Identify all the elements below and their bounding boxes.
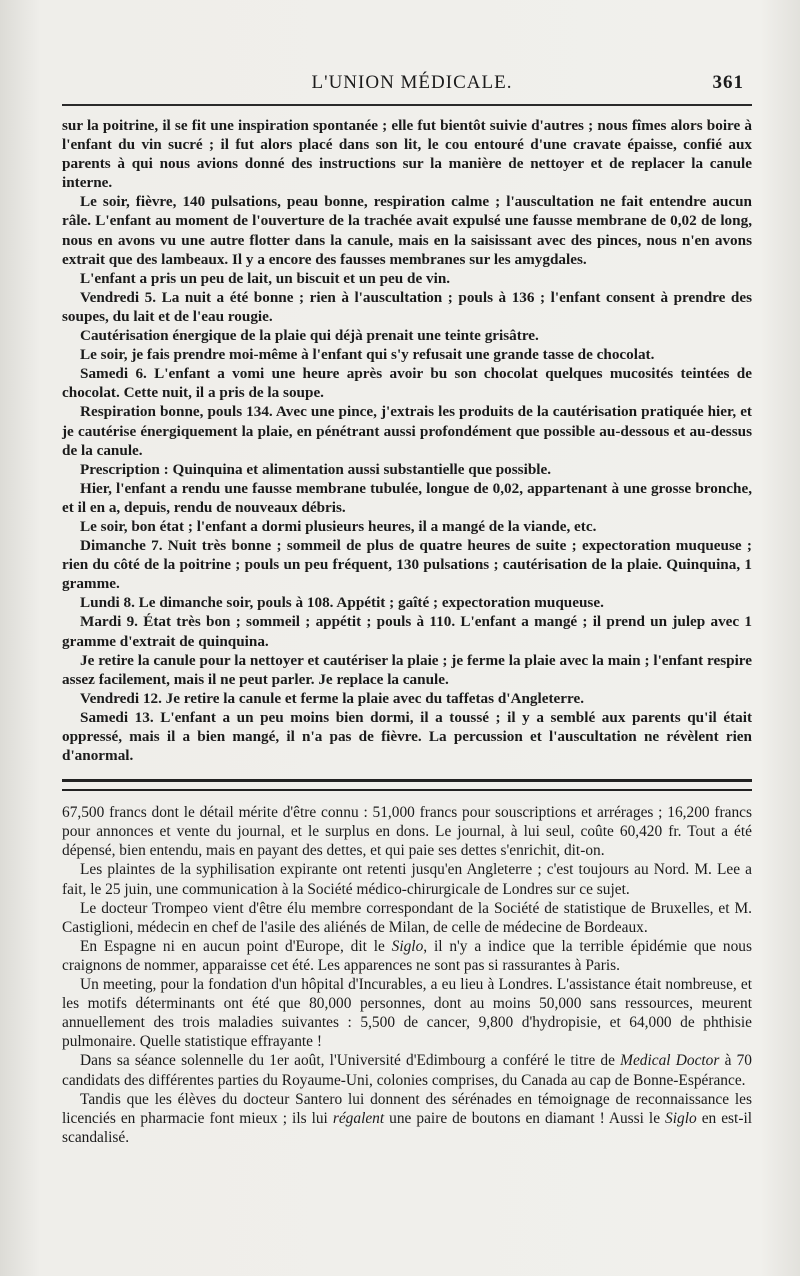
paragraph: Vendredi 5. La nuit a été bonne ; rien à l'auscultation ; pouls à 136 ; l'enfant consent à prendre des soupes, du lait et de l'eau rougie.: [62, 288, 752, 325]
paragraph: Le soir, bon état ; l'enfant a dormi plusieurs heures, il a mangé de la viande, etc.: [80, 517, 597, 535]
paragraph: Je retire la canule pour la nettoyer et cautériser la plaie ; je ferme la plaie avec la main ; l'enfant respire assez facilement, mais il ne peut parler. Je replace la canule.: [62, 651, 752, 688]
paragraph: Mardi 9. État très bon ; sommeil ; appétit ; pouls à 110. L'enfant a mangé ; il prend un julep avec 1 gramme d'extrait de quinquina.: [62, 613, 752, 650]
paragraph: [62, 1051, 752, 1089]
paragraph: L'enfant a pris un peu de lait, un biscuit et un peu de vin.: [80, 269, 451, 287]
paragraph: Vendredi 12. Je retire la canule et ferme la plaie avec du taffetas d'Angleterre.: [80, 689, 585, 707]
paragraph: sur la poitrine, il se fit une inspiration spontanée ; elle fut bientôt suivie d'autres ; nous fîmes alors boire à l'enfant du vin sucré ; il fut alors placé dans son lit, le cou entouré d'une cravate épaisse, confié aux parents à qui nous avions donné des instructions sur la manière de nettoyer et de replacer la canule interne.: [62, 117, 752, 192]
paragraph: Lundi 8. Le dimanche soir, pouls à 108. Appétit ; gaîté ; expectoration muqueuse.: [80, 594, 604, 612]
paragraph: Le soir, fièvre, 140 pulsations, peau bonne, respiration calme ; l'auscultation ne fait entendre aucun râle. L'enfant au moment de l'ouverture de la trachée avait expulsé une fausse membrane de 0,02 de long, nous en avons vu une autre flotter dans la canule, mais en la saisissant avec des pinces, nous n'en avons extrait que des lambeaux. Il y a encore des fausses membranes sur les amygdales.: [62, 193, 752, 268]
paragraph: Dimanche 7. Nuit très bonne ; sommeil de plus de quatre heures de suite ; expectoration muqueuse ; rien du côté de la poitrine ; pouls un peu fréquent, 130 pulsations ; cautérisation de la plaie. Quinquina, 1 gramme.: [62, 537, 752, 593]
news-section: [62, 803, 752, 1147]
paragraph-text: En Espagne ni en aucun point d'Europe, dit le: [80, 937, 392, 955]
paragraph: Samedi 6. L'enfant a vomi une heure après avoir bu son chocolat quelques mucosités teintées de chocolat. Cette nuit, il a pris de la soupe.: [62, 365, 752, 402]
paragraph-text: Dans sa séance solennelle du 1er août, l'Université d'Edimbourg a conféré le titre de: [80, 1052, 621, 1070]
paragraph-text: à 70 candidats des différentes parties du Royaume-Uni, colonies comprises, du Canada au cap de Bonne-Espérance.: [62, 1052, 752, 1089]
journal-title: L'UNION MÉDICALE.: [311, 72, 513, 93]
paragraph: Respiration bonne, pouls 134. Avec une pince, j'extrais les produits de la cautérisation pratiquée hier, et je cautérise énergiquement la plaie, en pénétrant aussi profondément que possible au-dessous et au-dessus de la canule.: [62, 403, 752, 459]
paragraph: Prescription : Quinquina et alimentation aussi substantielle que possible.: [80, 460, 552, 478]
paragraph: Cautérisation énergique de la plaie qui déjà prenait une teinte grisâtre.: [80, 327, 539, 345]
italic-term: Siglo: [391, 937, 424, 955]
header-rule: [62, 104, 752, 106]
paragraph-text: , il n'y a indice que la terrible épidémie que nous craignons de nommer, apparaisse cet été. Les apparences ne sont pas si rassurantes à Paris.: [62, 937, 752, 974]
italic-term: Siglo: [665, 1109, 697, 1127]
paragraph: Un meeting, pour la fondation d'un hôpital d'Incurables, a eu lieu à Londres. L'assistance était nombreuse, et les motifs déterminants ont été que 80,000 personnes, dont au moins 50,000 sans ressources, meurent annuellement des trois maladies suivantes : 5,500 de cancer, 9,800 d'hydropisie, et 64,000 de phthisie pulmonaire. Quelle statistique effrayante !: [62, 976, 752, 1051]
italic-term: Medical Doctor: [620, 1052, 720, 1070]
case-report-section: [62, 116, 752, 765]
running-header: [62, 72, 752, 102]
paragraph-text: une paire de boutons en diamant ! Aussi le: [384, 1109, 666, 1127]
paragraph: Samedi 13. L'enfant a un peu moins bien dormi, il a toussé ; il y a semblé aux parents qu'il était oppressé, mais il a bien mangé, il n'a pas de fièvre. La percussion et l'auscultation ne révèlent rien d'anormal.: [62, 708, 752, 765]
page-number: 361: [712, 72, 744, 93]
paragraph-text: Tandis que les élèves du docteur Santero lui donnent des sérénades en témoignage de reconnaissance les licenciés en pharmacie font mieux ; ils lui: [62, 1090, 752, 1127]
italic-term: régalent: [332, 1109, 385, 1127]
paragraph-text: en est-il scandalisé.: [62, 1109, 753, 1146]
paragraph: Le soir, je fais prendre moi-même à l'enfant qui s'y refusait une grande tasse de chocolat.: [80, 346, 655, 364]
paragraph: Hier, l'enfant a rendu une fausse membrane tubulée, longue de 0,02, appartenant à une grosse bronche, et il en a, depuis, rendu de nouveaux débris.: [62, 479, 752, 516]
paragraph: [62, 937, 752, 975]
paragraph: Le docteur Trompeo vient d'être élu membre correspondant de la Société de statistique de Bruxelles, et M. Castiglioni, médecin en chef de l'asile des aliénés de Milan, de celle de médecine de Bordeaux.: [62, 899, 752, 936]
section-separator: [62, 779, 752, 791]
paragraph: Les plaintes de la syphilisation expirante ont retenti jusqu'en Angleterre ; c'est toujours au Nord. M. Lee a fait, le 25 juin, une communication à la Société médico-chirurgicale de Londres sur ce sujet.: [62, 861, 752, 898]
paragraph: [62, 1090, 752, 1147]
paragraph: 67,500 francs dont le détail mérite d'être connu : 51,000 francs pour souscriptions et arrérages ; 16,200 francs pour annonces et vente du journal, et le surplus en dons. Le journal, à lui seul, coûte 60,420 fr. Tout a été dépensé, bien entendu, mais en payant des dettes, et qui paie ses dettes s'enrichit, dit-on.: [62, 804, 752, 860]
